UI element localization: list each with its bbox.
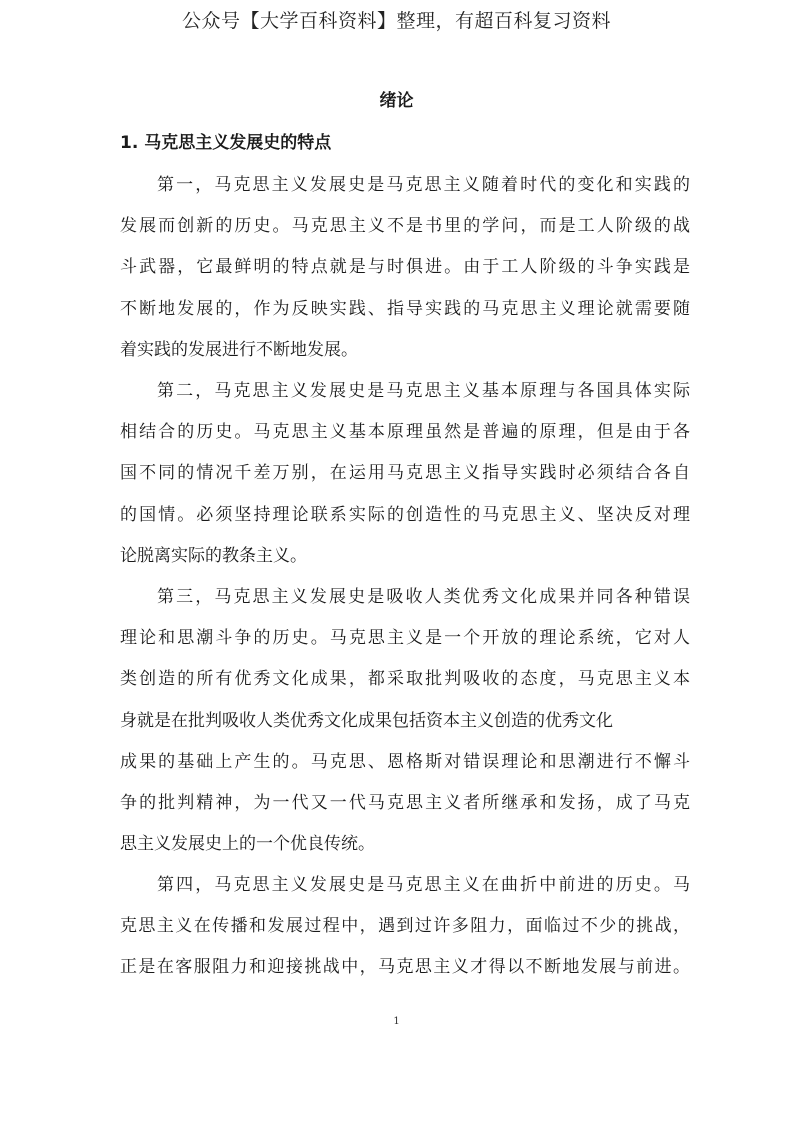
- paragraph-line: 国不同的情况千差万别，在运用马克思主义指导实践时必须结合各自: [120, 463, 690, 484]
- paragraph-3: [120, 577, 690, 865]
- paragraph-line: 第三，马克思主义发展史是吸收人类优秀文化成果并同各种错误: [157, 587, 690, 607]
- paragraph-line: 斗武器，它最鲜明的特点就是与时俱进。由于工人阶级的斗争实践是: [120, 257, 690, 278]
- paragraph-4: [120, 865, 690, 989]
- paragraph-1: [120, 165, 690, 371]
- paragraph-line: 身就是在批判吸收人类优秀文化成果包括资本主义创造的优秀文化: [120, 710, 613, 731]
- page-number: 1: [393, 1016, 400, 1027]
- paragraph-line: 第二，马克思主义发展史是马克思主义基本原理与各国具体实际: [157, 381, 690, 401]
- paragraph-line: 第四，马克思主义发展史是马克思主义在曲折中前进的历史。马: [157, 875, 690, 895]
- paragraph-line: 争的批判精神，为一代又一代马克思主义者所继承和发扬，成了马克: [120, 792, 690, 813]
- section-heading: 1. 马克思主义发展史的特点: [120, 133, 332, 153]
- document-title: 绪论: [379, 91, 414, 111]
- paragraph-line: 克思主义在传播和发展过程中，遇到过许多阻力，面临过不少的挑战，: [120, 916, 690, 937]
- paragraph-line: 理论和思潮斗争的历史。马克思主义是一个开放的理论系统，它对人: [120, 628, 690, 649]
- paragraph-line: 正是在客服阻力和迎接挑战中，马克思主义才得以不断地发展与前进。: [120, 957, 690, 978]
- paragraph-line: 第一，马克思主义发展史是马克思主义随着时代的变化和实践的: [157, 175, 690, 195]
- paragraph-line: 论脱离实际的教条主义。: [120, 545, 307, 566]
- paragraph-line: 不断地发展的，作为反映实践、指导实践的马克思主义理论就需要随: [120, 298, 690, 319]
- paragraph-line: 成果的基础上产生的。马克思、恩格斯对错误理论和思潮进行不懈斗: [120, 751, 690, 772]
- paragraph-line: 类创造的所有优秀文化成果，都采取批判吸收的态度，马克思主义本: [120, 669, 690, 690]
- paragraph-line: 着实践的发展进行不断地发展。: [120, 339, 358, 360]
- paragraph-2: [120, 371, 690, 577]
- paragraph-line: 的国情。必须坚持理论联系实际的创造性的马克思主义、坚决反对理: [120, 504, 690, 525]
- paragraph-line: 相结合的历史。马克思主义基本原理虽然是普遍的原理，但是由于各: [120, 422, 690, 443]
- paragraph-line: 发展而创新的历史。马克思主义不是书里的学问，而是工人阶级的战: [120, 216, 690, 237]
- paragraph-line: 思主义发展史上的一个优良传统。: [120, 834, 375, 855]
- page-header: 公众号【大学百科资料】整理，有超百科复习资料: [181, 10, 611, 32]
